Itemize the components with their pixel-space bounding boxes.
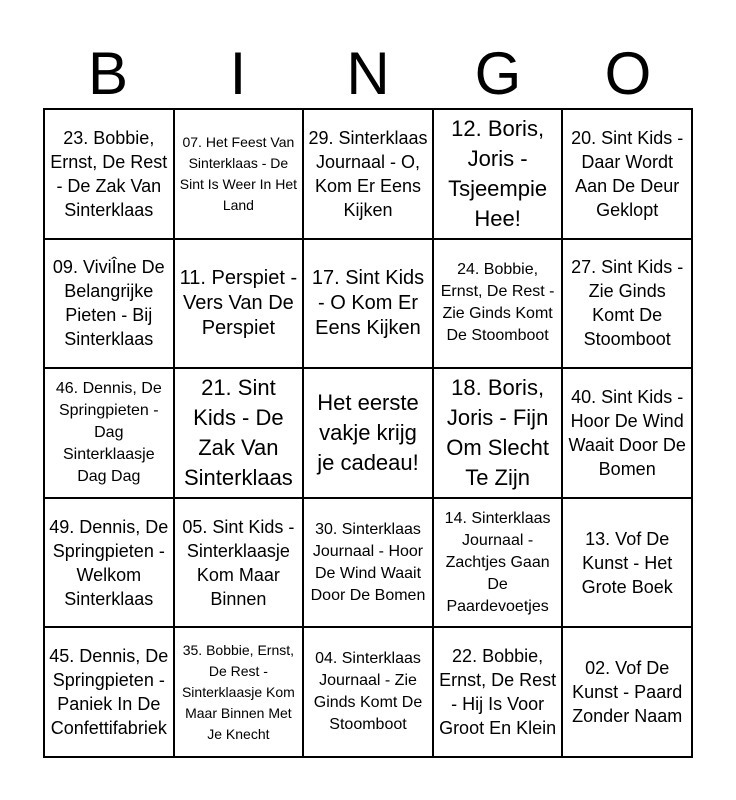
cell-text: 46. Dennis, De Springpieten - Dag Sinterklaasje Dag Dag [55, 379, 162, 485]
cell-text: 17. Sint Kids - O Kom Er Eens Kijken [311, 266, 425, 339]
header-letter-i: I [229, 40, 247, 107]
cell-text: 29. Sinterklaas Journaal - O, Kom Er Eens Kijken [308, 127, 428, 220]
free-space-text: Het eerste vakje krijg je cadeau! [317, 389, 419, 475]
bingo-cell[interactable] [174, 109, 304, 239]
cell-text: 24. Bobbie, Ernst, De Rest - Zie Ginds Komt De Stoomboot [440, 261, 555, 345]
bingo-cell[interactable] [174, 627, 304, 757]
cell-text: 23. Bobbie, Ernst, De Rest - De Zak Van Sinterklaas [50, 127, 168, 220]
cell-text: 18. Boris, Joris - Fijn Om Slecht Te Zijn [446, 374, 549, 490]
bingo-cell[interactable] [44, 627, 174, 757]
cell-text: 40. Sint Kids - Hoor De Wind Waait Door De Bomen [568, 386, 686, 479]
bingo-cell[interactable] [433, 498, 563, 628]
cell-text: 07. Het Feest Van Sinterklaas - De Sint Is Weer In Het Land [179, 133, 297, 213]
header-letter-n: N [346, 40, 390, 107]
bingo-cell[interactable] [303, 109, 433, 239]
bingo-cell[interactable] [433, 239, 563, 369]
header-letter-b: B [87, 40, 129, 107]
bingo-cell[interactable] [562, 368, 692, 498]
bingo-header [43, 40, 693, 108]
bingo-cell[interactable] [303, 627, 433, 757]
bingo-cell[interactable] [562, 627, 692, 757]
header-letter-o: O [604, 40, 652, 107]
cell-text: 49. Dennis, De Springpieten - Welkom Sinterklaas [49, 516, 169, 609]
free-space-cell[interactable] [303, 368, 433, 498]
cell-text: 22. Bobbie, Ernst, De Rest - Hij Is Voor Groot En Klein [439, 646, 557, 739]
cell-text: 30. Sinterklaas Journaal - Hoor De Wind Waait Door De Bomen [310, 520, 426, 604]
cell-text: 45. Dennis, De Springpieten - Paniek In De Confettifabriek [49, 646, 169, 739]
bingo-cell[interactable] [44, 109, 174, 239]
bingo-cell[interactable] [433, 627, 563, 757]
header-letter-g: G [474, 40, 522, 107]
bingo-cell[interactable] [44, 368, 174, 498]
cell-text: 21. Sint Kids - De Zak Van Sinterklaas [183, 374, 293, 490]
bingo-cell[interactable] [562, 239, 692, 369]
cell-text: 12. Boris, Joris - Tsjeempie Hee! [448, 115, 548, 231]
cell-text: 14. Sinterklaas Journaal - Zachtjes Gaan De Paardevoetjes [444, 509, 551, 615]
cell-text: 02. Vof De Kunst - Paard Zonder Naam [572, 658, 683, 727]
bingo-cell[interactable] [562, 498, 692, 628]
bingo-cell[interactable] [303, 498, 433, 628]
bingo-cell[interactable] [433, 368, 563, 498]
bingo-cell[interactable] [562, 109, 692, 239]
bingo-cell[interactable] [174, 239, 304, 369]
cell-text: 35. Bobbie, Ernst, De Rest - Sinterklaasje Kom Maar Binnen Met Je Knecht [181, 641, 295, 742]
bingo-cell[interactable] [433, 109, 563, 239]
cell-text: 11. Perspiet - Vers Van De Perspiet [179, 266, 298, 339]
bingo-cell[interactable] [303, 239, 433, 369]
bingo-cell[interactable] [44, 239, 174, 369]
bingo-grid [43, 108, 693, 758]
bingo-cell[interactable] [174, 368, 304, 498]
cell-text: 13. Vof De Kunst - Het Grote Boek [581, 528, 673, 597]
bingo-cell[interactable] [174, 498, 304, 628]
cell-text: 05. Sint Kids - Sinterklaasje Kom Maar Binnen [182, 516, 295, 609]
bingo-cell[interactable] [44, 498, 174, 628]
cell-text: 04. Sinterklaas Journaal - Zie Ginds Komt De Stoomboot [313, 650, 423, 734]
cell-text: 20. Sint Kids - Daar Wordt Aan De Deur Geklopt [571, 127, 684, 220]
cell-text: 09. ViviÎne De Belangrijke Pieten - Bij Sinterklaas [52, 257, 165, 350]
cell-text: 27. Sint Kids - Zie Ginds Komt De Stoomboot [571, 257, 684, 350]
